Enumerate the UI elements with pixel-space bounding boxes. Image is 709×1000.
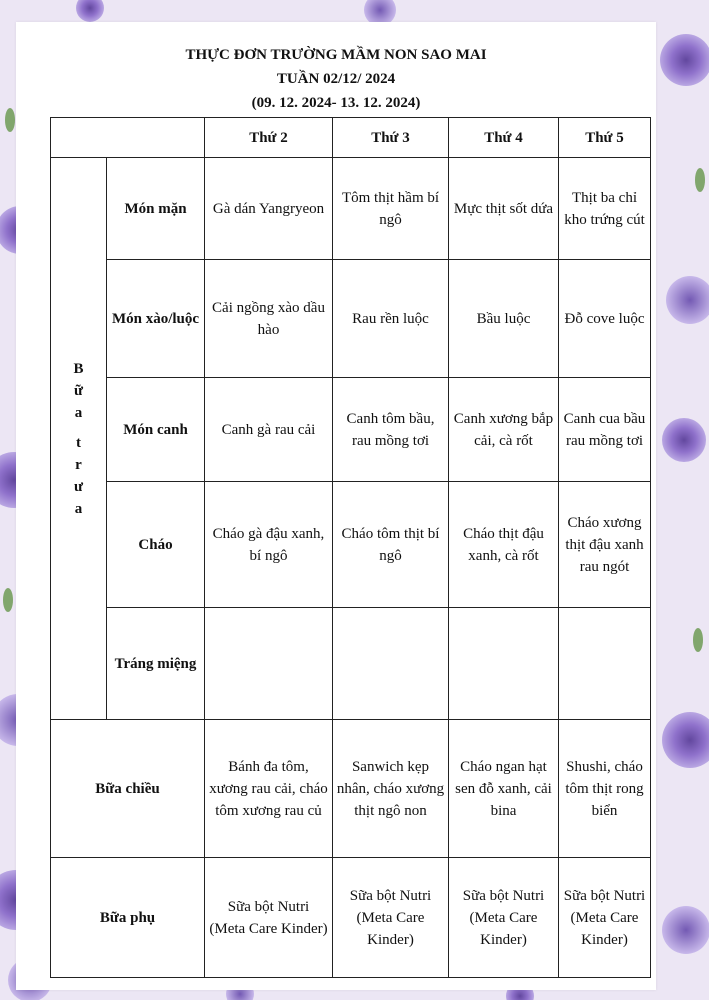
menu-cell: Thịt ba chỉ kho trứng cút [559, 158, 651, 260]
category-label: Cháo [107, 482, 205, 608]
menu-cell: Gà dán Yangryeon [205, 158, 333, 260]
menu-cell: Rau rền luộc [333, 260, 449, 378]
menu-table [50, 117, 651, 978]
category-label: Món canh [107, 378, 205, 482]
day-header: Thứ 5 [559, 118, 651, 158]
menu-cell: Sữa bột Nutri (Meta Care Kinder) [205, 858, 333, 978]
category-label: Món xào/luộc [107, 260, 205, 378]
menu-cell [205, 608, 333, 720]
menu-cell: Đỗ cove luộc [559, 260, 651, 378]
table-row [51, 720, 651, 858]
menu-cell: Shushi, cháo tôm thịt rong biển [559, 720, 651, 858]
menu-cell: Canh gà rau cải [205, 378, 333, 482]
date-range: (09. 12. 2024- 13. 12. 2024) [251, 95, 421, 111]
table-row [51, 260, 651, 378]
menu-cell: Cháo ngan hạt sen đỗ xanh, cải bina [449, 720, 559, 858]
page-title: THỰC ĐƠN TRƯỜNG MẦM NON SAO MAI [185, 47, 487, 63]
lunch-label: B ữ a t r ư a [51, 158, 107, 720]
menu-cell: Sanwich kẹp nhân, cháo xương thịt ngô non [333, 720, 449, 858]
day-header: Thứ 4 [449, 118, 559, 158]
category-label: Món mặn [107, 158, 205, 260]
menu-cell: Cháo xương thịt đậu xanh rau ngót [559, 482, 651, 608]
day-header: Thứ 2 [205, 118, 333, 158]
menu-cell [333, 608, 449, 720]
menu-cell: Canh xương bắp cải, cà rốt [449, 378, 559, 482]
menu-cell: Sữa bột Nutri (Meta Care Kinder) [559, 858, 651, 978]
menu-document [16, 22, 656, 990]
menu-cell: Mực thịt sốt dứa [449, 158, 559, 260]
table-row [51, 482, 651, 608]
category-label: Tráng miệng [107, 608, 205, 720]
menu-cell: Canh tôm bầu, rau mồng tơi [333, 378, 449, 482]
table-header-row [51, 118, 651, 158]
table-row [51, 378, 651, 482]
menu-cell: Cháo gà đậu xanh, bí ngô [205, 482, 333, 608]
week-label: TUẦN 02/12/ 2024 [276, 71, 396, 87]
menu-cell: Bầu luộc [449, 260, 559, 378]
menu-cell: Cháo tôm thịt bí ngô [333, 482, 449, 608]
table-row [51, 608, 651, 720]
day-header: Thứ 3 [333, 118, 449, 158]
menu-cell: Sữa bột Nutri (Meta Care Kinder) [449, 858, 559, 978]
menu-cell: Tôm thịt hầm bí ngô [333, 158, 449, 260]
table-row [51, 858, 651, 978]
snack-meal-label: Bữa phụ [51, 858, 205, 978]
table-row [51, 158, 651, 260]
menu-cell: Bánh đa tôm, xương rau cải, cháo tôm xương rau củ [205, 720, 333, 858]
menu-cell: Cải ngồng xào dầu hào [205, 260, 333, 378]
header-corner [51, 118, 205, 158]
menu-cell: Sữa bột Nutri (Meta Care Kinder) [333, 858, 449, 978]
afternoon-meal-label: Bữa chiều [51, 720, 205, 858]
menu-cell: Canh cua bầu rau mồng tơi [559, 378, 651, 482]
menu-cell: Cháo thịt đậu xanh, cà rốt [449, 482, 559, 608]
menu-cell [559, 608, 651, 720]
menu-cell [449, 608, 559, 720]
